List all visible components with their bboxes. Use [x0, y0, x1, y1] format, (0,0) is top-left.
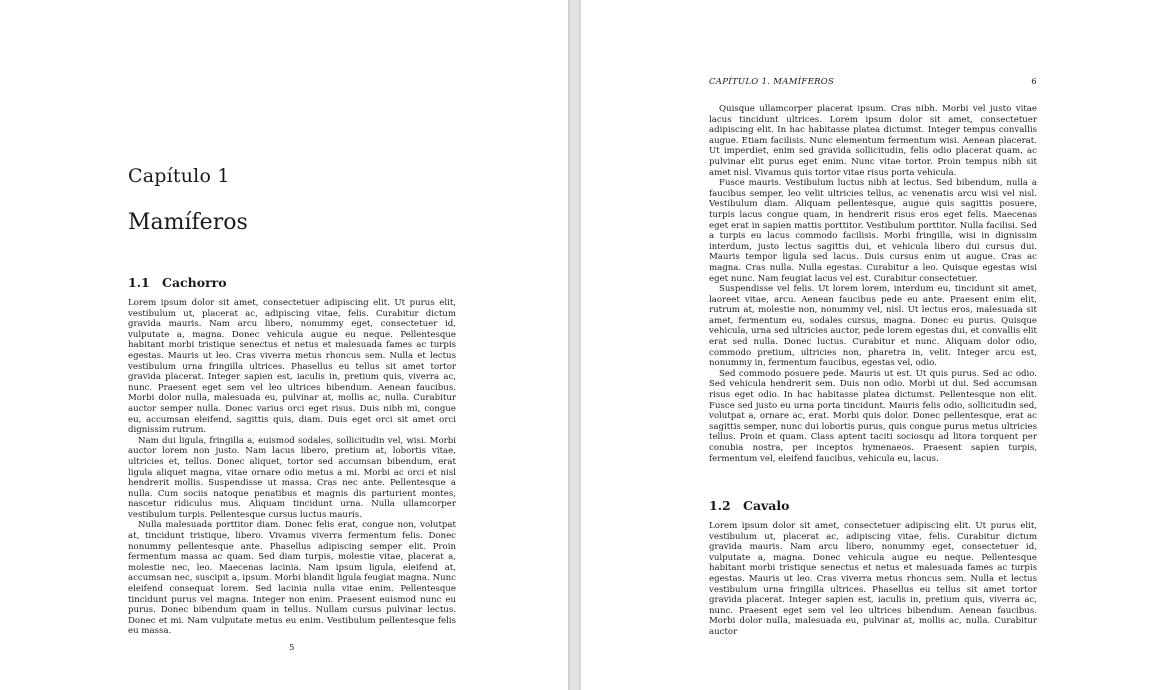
page-number-right: 6 [1031, 77, 1037, 87]
section-number: 1.1 [128, 275, 150, 290]
right-body-text [709, 104, 1037, 464]
section-title: Cachorro [162, 275, 227, 290]
chapter-label: Capítulo 1 [128, 165, 230, 187]
paragraph: Sed commodo posuere pede. Mauris ut est. Ut quis purus. Sed ac odio. Sed vehicula hendrerit sem. Duis non odio. Morbi ut dui. Sed accumsan risus eget odio. In hac habitasse platea dictumst. Pellentesque non elit. Fusce sed justo eu urna porta tincidunt. Mauris felis odio, sollicitudin sed, volutpat a, ornare ac, erat. Morbi quis dolor. Donec pellentesque, erat ac sagittis semper, nunc dui lobortis purus, quis congue purus metus ultricies tellus. Proin et quam. Class aptent taciti sociosqu ad litora torquent per conubia nostra, per inceptos hymenaeos. Praesent sapien turpis, fermentum vel, eleifend faucibus, vehicula eu, lacus. [709, 368, 1037, 464]
section-title: Cavalo [743, 498, 790, 513]
page-gutter [568, 0, 581, 690]
page-number-left: 5 [289, 643, 295, 653]
section-number: 1.2 [709, 498, 731, 513]
left-body-text [128, 298, 456, 637]
paragraph: Nam dui ligula, fringilla a, euismod sodales, sollicitudin vel, wisi. Morbi auctor lorem non justo. Nam lacus libero, pretium at, lobortis vitae, ultricies et, tellus. Donec aliquet, tortor sed accumsan bibendum, erat ligula aliquet magna, vitae ornare odio metus a mi. Morbi ac orci et nisl hendrerit mollis. Suspendisse ut massa. Cras nec ante. Pellentesque a nulla. Cum sociis natoque penatibus et magnis dis parturient montes, nascetur ridiculus mus. Aliquam tincidunt urna. Nulla ullamcorper vestibulum turpis. Pellentesque cursus luctus mauris. [128, 435, 456, 520]
section-heading-1-2 [709, 498, 790, 513]
section-heading-1-1 [128, 275, 227, 290]
paragraph: Suspendisse vel felis. Ut lorem lorem, interdum eu, tincidunt sit amet, laoreet vitae, arcu. Aenean faucibus pede eu ante. Praesent enim elit, rutrum at, molestie non, nonummy vel, nisl. Ut lectus eros, malesuada sit amet, fermentum eu, sodales cursus, magna. Donec eu purus. Quisque vehicula, urna sed ultricies auctor, pede lorem egestas dui, et convallis elit erat sed nulla. Donec luctus. Curabitur et nunc. Aliquam dolor odio, commodo pretium, ultricies non, pharetra in, velit. Integer arcu est, nonummy in, fermentum faucibus, egestas vel, odio. [709, 284, 1037, 369]
paragraph: Quisque ullamcorper placerat ipsum. Cras nibh. Morbi vel justo vitae lacus tincidunt ultrices. Lorem ipsum dolor sit amet, consectetuer adipiscing elit. In hac habitasse platea dictumst. Integer tempus convallis augue. Etiam facilisis. Nunc elementum fermentum wisi. Aenean placerat. Ut imperdiet, enim sed gravida sollicitudin, felis odio placerat quam, ac pulvinar elit purus eget enim. Nunc vitae tortor. Proin tempus nibh sit amet nisl. Vivamus quis tortor vitae risus porta vehicula. [709, 104, 1037, 178]
chapter-title: Mamíferos [128, 210, 248, 235]
paragraph: Lorem ipsum dolor sit amet, consectetuer adipiscing elit. Ut purus elit, vestibulum ut, placerat ac, adipiscing vitae, felis. Curabitur dictum gravida mauris. Nam arcu libero, nonummy eget, consectetuer id, vulputate a, magna. Donec vehicula augue eu neque. Pellentesque habitant morbi tristique senectus et netus et malesuada fames ac turpis egestas. Mauris ut leo. Cras viverra metus rhoncus sem. Nulla et lectus vestibulum urna fringilla ultrices. Phasellus eu tellus sit amet tortor gravida placerat. Integer sapien est, iaculis in, pretium quis, viverra ac, nunc. Praesent eget sem vel leo ultrices bibendum. Aenean faucibus. Morbi dolor nulla, malesuada eu, pulvinar at, mollis ac, nulla. Curabitur auctor semper nulla. Donec varius orci eget risus. Duis nibh mi, congue eu, accumsan eleifend, sagittis quis, diam. Duis eget orci sit amet orci dignissim rutrum. [128, 298, 456, 436]
paragraph: Lorem ipsum dolor sit amet, consectetuer adipiscing elit. Ut purus elit, vestibulum ut, placerat ac, adipiscing vitae, felis. Curabitur dictum gravida mauris. Nam arcu libero, nonummy eget, consectetuer id, vulputate a, magna. Donec vehicula augue eu neque. Pellentesque habitant morbi tristique senectus et netus et malesuada fames ac turpis egestas. Mauris ut leo. Cras viverra metus rhoncus sem. Nulla et lectus vestibulum urna fringilla ultrices. Phasellus eu tellus sit amet tortor gravida placerat. Integer sapien est, iaculis in, pretium quis, viverra ac, nunc. Praesent eget sem vel leo ultrices bibendum. Aenean faucibus. Morbi dolor nulla, malesuada eu, pulvinar at, mollis ac, nulla. Curabitur auctor [709, 521, 1037, 637]
paragraph: Nulla malesuada porttitor diam. Donec felis erat, congue non, volutpat at, tincidunt tristique, libero. Vivamus viverra fermentum felis. Donec nonummy pellentesque ante. Phasellus adipiscing semper elit. Proin fermentum massa ac quam. Sed diam turpis, molestie vitae, placerat a, molestie nec, leo. Maecenas lacinia. Nam ipsum ligula, eleifend at, accumsan nec, suscipit a, ipsum. Morbi blandit ligula feugiat magna. Nunc eleifend consequat lorem. Sed lacinia nulla vitae enim. Pellentesque tincidunt purus vel magna. Integer non enim. Praesent euismod nunc eu purus. Donec bibendum quam in tellus. Nullam cursus pulvinar lectus. Donec et mi. Nam vulputate metus eu enim. Vestibulum pellentesque felis eu massa. [128, 520, 456, 637]
paragraph: Fusce mauris. Vestibulum luctus nibh at lectus. Sed bibendum, nulla a faucibus semper, leo velit ultricies tellus, ac venenatis arcu wisi vel nisl. Vestibulum diam. Aliquam pellentesque, augue quis sagittis posuere, turpis lacus congue quam, in hendrerit risus eros eget felis. Maecenas eget erat in sapien mattis porttitor. Vestibulum porttitor. Nulla facilisi. Sed a turpis eu lacus commodo facilisis. Morbi fringilla, wisi in dignissim interdum, justo lectus sagittis dui, et vehicula libero dui cursus dui. Mauris tempor ligula sed lacus. Duis cursus enim ut augue. Cras ac magna. Cras nulla. Nulla egestas. Curabitur a leo. Quisque egestas wisi eget nunc. Nam feugiat lacus vel est. Curabitur consectetuer. [709, 178, 1037, 284]
running-head [709, 77, 1037, 87]
right-section-body [709, 521, 1037, 637]
left-page [0, 0, 568, 690]
running-head-text: CAPÍTULO 1. MAMÍFEROS [709, 77, 835, 87]
